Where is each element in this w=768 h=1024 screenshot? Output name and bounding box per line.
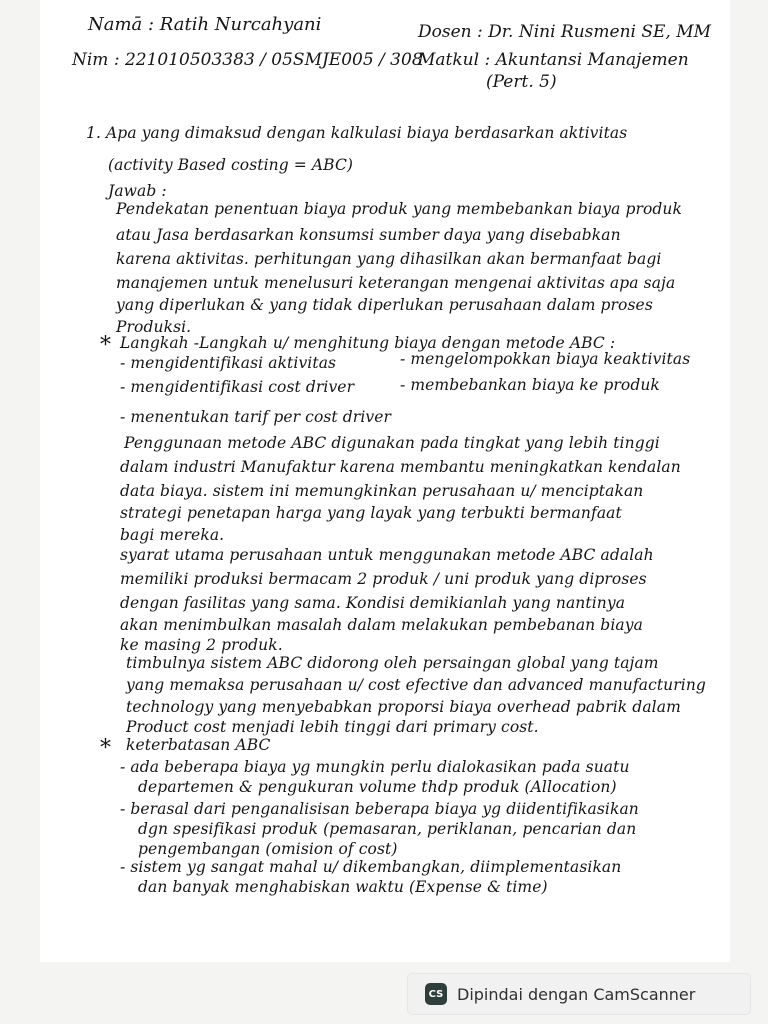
answer-line: Produksi. — [116, 318, 192, 336]
camscanner-text: Dipindai dengan CamScanner — [457, 984, 696, 1004]
answer-line: timbulnya sistem ABC didorong oleh persaingan global yang tajam — [126, 654, 659, 672]
answer-line: dalam industri Manufaktur karena membantu meningkatkan kendalan — [120, 458, 681, 476]
course: Matkul : Akuntansi Manajemen — [418, 50, 689, 70]
step-item: - membebankan biaya ke produk — [400, 376, 660, 394]
camscanner-logo-icon: CS — [425, 983, 447, 1005]
answer-label: Jawab : — [108, 182, 167, 200]
answer-line: yang diperlukan & yang tidak diperlukan perusahaan dalam proses — [116, 296, 653, 314]
question-line: (activity Based costing = ABC) — [108, 156, 354, 174]
answer-line: Pendekatan penentuan biaya produk yang membebankan biaya produk — [116, 200, 683, 218]
camscanner-watermark — [408, 974, 750, 1014]
student-name: Namā : Ratih Nurcahyani — [88, 14, 322, 35]
limitation-item: - ada beberapa biaya yg mungkin perlu dialokasikan pada suatu — [120, 758, 630, 776]
limitation-item: pengembangan (omision of cost) — [138, 840, 398, 858]
answer-line: atau Jasa berdasarkan konsumsi sumber daya yang disebabkan — [116, 226, 621, 244]
answer-line: Product cost menjadi lebih tinggi dari primary cost. — [126, 718, 539, 736]
step-item: - menentukan tarif per cost driver — [120, 408, 392, 426]
course-meeting: (Pert. 5) — [486, 72, 557, 92]
answer-line: yang memaksa perusahaan u/ cost efective dan advanced manufacturing — [126, 676, 706, 694]
limitation-item: - berasal dari penganalisisan beberapa biaya yg diidentifikasikan — [120, 800, 639, 818]
answer-line: ke masing 2 produk. — [120, 636, 283, 654]
answer-line: strategi penetapan harga yang layak yang terbukti bermanfaat — [120, 504, 622, 522]
lecturer: Dosen : Dr. Nini Rusmeni SE, MM — [418, 22, 712, 42]
answer-line: dengan fasilitas yang sama. Kondisi demikianlah yang nantinya — [120, 594, 626, 612]
limitation-item: dan banyak menghabiskan waktu (Expense & time) — [138, 878, 548, 896]
step-item: - mengidentifikasi cost driver — [120, 378, 355, 396]
question-line: 1. Apa yang dimaksud dengan kalkulasi biaya berdasarkan aktivitas — [86, 124, 628, 142]
answer-line: data biaya. sistem ini memungkinkan perusahaan u/ menciptakan — [120, 482, 644, 500]
limitation-item: dgn spesifikasi produk (pemasaran, periklanan, pencarian dan — [138, 820, 637, 838]
answer-line: memiliki produksi bermacam 2 produk / uni produk yang diproses — [120, 570, 647, 588]
answer-line: technology yang menyebabkan proporsi biaya overhead pabrik dalam — [126, 698, 681, 716]
step-item: - mengidentifikasi aktivitas — [120, 354, 337, 372]
star-bullet: * — [100, 736, 111, 761]
star-bullet: * — [100, 333, 111, 358]
answer-line: syarat utama perusahaan untuk menggunakan metode ABC adalah — [120, 546, 654, 564]
answer-line: Penggunaan metode ABC digunakan pada tingkat yang lebih tinggi — [124, 434, 660, 452]
answer-line: bagi mereka. — [120, 526, 225, 544]
limitation-item: - sistem yg sangat mahal u/ dikembangkan, diimplementasikan — [120, 858, 622, 876]
limitation-item: departemen & pengukuran volume thdp produk (Allocation) — [138, 778, 617, 796]
answer-line: karena aktivitas. perhitungan yang dihasilkan akan bermanfaat bagi — [116, 250, 662, 268]
step-item: - mengelompokkan biaya keaktivitas — [400, 350, 691, 368]
section-heading: keterbatasan ABC — [126, 736, 271, 754]
answer-line: akan menimbulkan masalah dalam melakukan pembebanan biaya — [120, 616, 643, 634]
answer-line: Langkah -Langkah u/ menghitung biaya dengan metode ABC : — [120, 334, 616, 352]
student-nim: Nim : 221010503383 / 05SMJE005 / 308 — [72, 50, 423, 70]
answer-line: manajemen untuk menelusuri keterangan mengenai aktivitas apa saja — [116, 274, 676, 292]
